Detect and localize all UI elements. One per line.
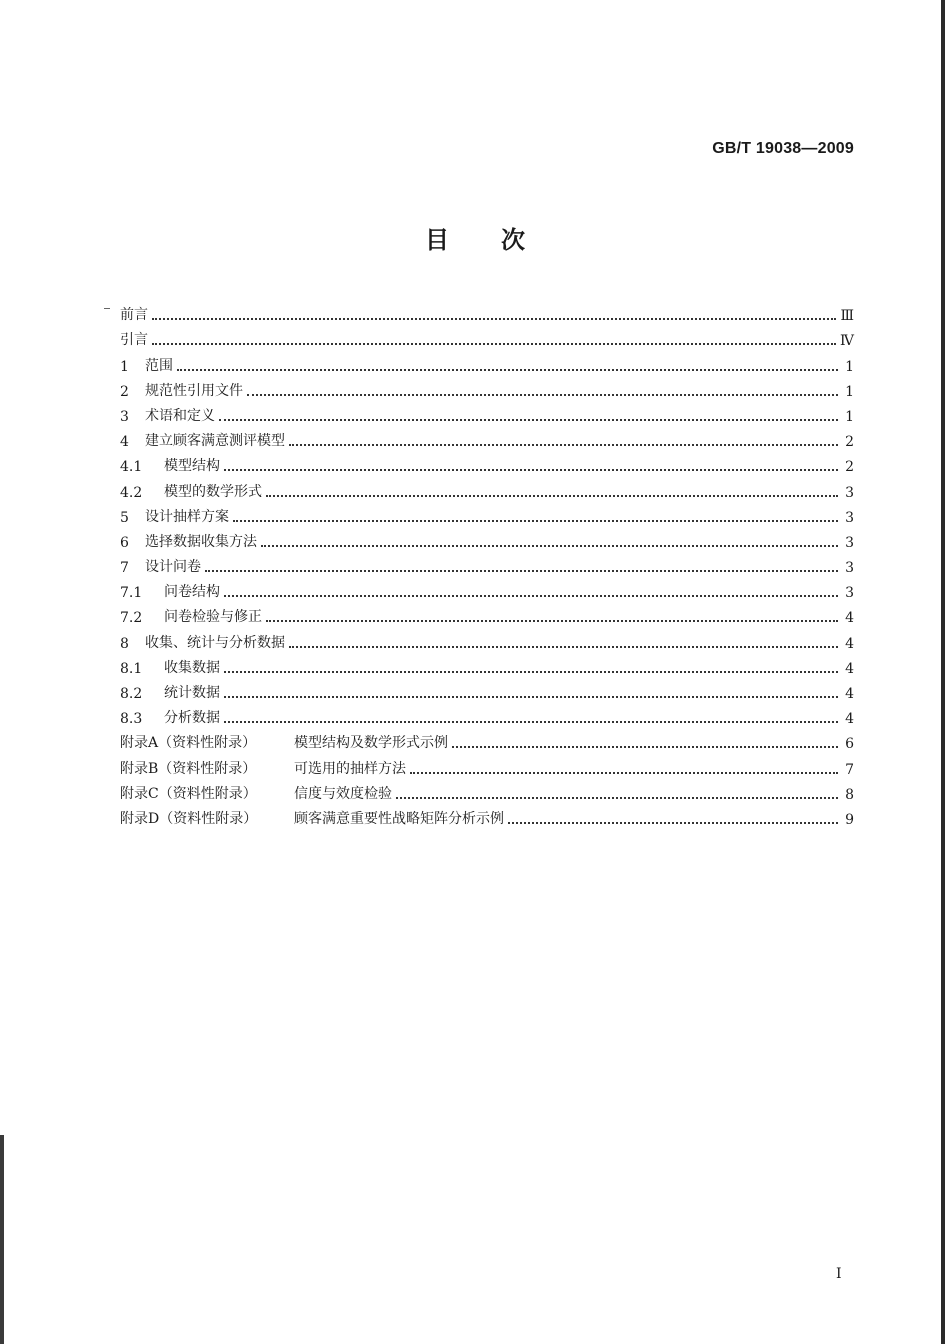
toc-entry-title: 统计数据 xyxy=(164,685,220,701)
toc-entry[interactable] xyxy=(120,576,854,601)
toc-entry-number: 4.2 xyxy=(120,484,143,501)
toc-entry-number: 3 xyxy=(120,408,129,425)
toc-leader-dots xyxy=(177,359,838,371)
toc-entry-page: 4 xyxy=(845,686,854,702)
title-char-2: 次 xyxy=(501,225,525,254)
toc-entry-title: 顾客满意重要性战略矩阵分析示例 xyxy=(294,810,504,827)
standard-number: GB/T 19038—2009 xyxy=(712,140,854,157)
toc-entry-page: 4 xyxy=(845,711,854,728)
toc-entry[interactable] xyxy=(120,349,854,374)
toc-entry-title: 问卷结构 xyxy=(164,584,220,601)
toc-leader-dots xyxy=(452,736,838,748)
toc-leader-dots xyxy=(289,636,838,648)
toc-entry-title: 范围 xyxy=(145,357,173,374)
page-title xyxy=(0,220,950,255)
toc-leader-dots xyxy=(152,333,836,345)
toc-leader-dots xyxy=(224,686,838,698)
toc-entry-number: 8 xyxy=(120,635,129,652)
toc-entry-number: 8.2 xyxy=(120,686,143,702)
scan-edge-left xyxy=(0,1135,4,1344)
toc-entry[interactable] xyxy=(120,652,854,677)
toc-entry-page: 4 xyxy=(845,610,854,627)
toc-entry-title: 收集、统计与分析数据 xyxy=(145,634,285,651)
scan-mark xyxy=(104,308,110,309)
toc-entry[interactable] xyxy=(120,626,854,651)
toc-entry[interactable] xyxy=(120,677,854,702)
toc-entry-page: Ⅲ xyxy=(840,308,854,325)
toc-entry-title: 分析数据 xyxy=(164,710,220,727)
toc-entry-number: 6 xyxy=(120,534,129,551)
toc-entry-title: 可选用的抽样方法 xyxy=(294,760,406,777)
toc-entry[interactable] xyxy=(120,526,854,551)
toc-entry-page: 3 xyxy=(845,560,854,577)
toc-entry-title: 建立顾客满意测评模型 xyxy=(145,433,285,450)
toc-entry-page: 3 xyxy=(845,509,854,526)
toc-leader-dots xyxy=(233,510,838,522)
toc-entry-number: 4.1 xyxy=(120,459,143,476)
toc-entry[interactable] xyxy=(120,752,854,777)
toc-leader-dots xyxy=(205,560,838,572)
toc-entry[interactable] xyxy=(120,601,854,626)
toc-leader-dots xyxy=(289,434,838,446)
toc-entry-number: 5 xyxy=(120,509,129,526)
toc-entry-title: 引言 xyxy=(120,332,148,349)
toc-entry-number: 8.3 xyxy=(120,711,143,728)
toc-entry-page: 6 xyxy=(845,736,854,753)
toc-entry[interactable] xyxy=(120,425,854,450)
toc-entry-number: 7 xyxy=(120,560,129,577)
toc-entry-page: 8 xyxy=(845,786,854,803)
toc-entry-number: 2 xyxy=(120,383,129,400)
table-of-contents xyxy=(120,299,854,828)
toc-entry-number: 附录A（资料性附录） xyxy=(120,735,257,752)
toc-entry-title: 规范性引用文件 xyxy=(145,382,243,399)
toc-entry-title: 设计抽样方案 xyxy=(145,508,229,525)
toc-entry-page: 2 xyxy=(845,459,854,476)
toc-entry[interactable] xyxy=(120,727,854,752)
toc-leader-dots xyxy=(224,661,838,673)
toc-entry-page: 3 xyxy=(845,585,854,602)
toc-entry[interactable] xyxy=(120,702,854,727)
toc-entry-page: 9 xyxy=(845,811,854,828)
toc-entry-number: 7.2 xyxy=(120,610,143,627)
scan-edge-right xyxy=(941,0,945,1344)
toc-entry-title: 术语和定义 xyxy=(145,407,215,424)
toc-entry-page: 1 xyxy=(845,408,854,425)
toc-entry-number: 附录B（资料性附录） xyxy=(120,760,257,777)
toc-leader-dots xyxy=(224,711,838,723)
toc-leader-dots xyxy=(224,585,838,597)
toc-entry-title: 前言 xyxy=(120,307,148,324)
toc-entry[interactable] xyxy=(120,324,854,349)
toc-entry-title: 问卷检验与修正 xyxy=(164,609,262,626)
toc-entry-page: 3 xyxy=(845,534,854,551)
toc-entry[interactable] xyxy=(120,450,854,475)
toc-entry-page: 1 xyxy=(845,383,854,400)
toc-leader-dots xyxy=(410,762,838,774)
toc-leader-dots xyxy=(247,384,838,396)
toc-entry[interactable] xyxy=(120,778,854,803)
toc-entry[interactable] xyxy=(120,299,854,324)
toc-entry-title: 模型的数学形式 xyxy=(164,483,262,500)
toc-entry-title: 设计问卷 xyxy=(145,559,201,576)
toc-entry-title: 模型结构 xyxy=(164,458,220,475)
toc-leader-dots xyxy=(261,535,838,547)
toc-leader-dots xyxy=(266,610,838,622)
toc-entry[interactable] xyxy=(120,803,854,828)
toc-entry[interactable] xyxy=(120,475,854,500)
toc-entry[interactable] xyxy=(120,551,854,576)
title-char-1: 目 xyxy=(425,225,449,254)
toc-leader-dots xyxy=(266,485,838,497)
toc-entry[interactable] xyxy=(120,400,854,425)
toc-entry-number: 附录C（资料性附录） xyxy=(120,785,257,802)
toc-entry-page: 7 xyxy=(845,761,854,778)
toc-entry-number: 4 xyxy=(120,434,129,451)
toc-entry-page: Ⅳ xyxy=(840,333,854,350)
toc-entry-title: 信度与效度检验 xyxy=(294,785,392,802)
page-number: I xyxy=(836,1266,842,1282)
toc-entry-page: 1 xyxy=(845,358,854,375)
toc-entry-number: 7.1 xyxy=(120,585,143,602)
toc-entry-title: 选择数据收集方法 xyxy=(145,533,257,550)
toc-entry-page: 4 xyxy=(845,660,854,677)
toc-leader-dots xyxy=(224,459,838,471)
toc-entry-title: 收集数据 xyxy=(164,659,220,676)
toc-entry-number: 8.1 xyxy=(120,660,143,677)
toc-leader-dots xyxy=(152,308,836,320)
toc-entry-number: 1 xyxy=(120,358,129,375)
toc-entry-page: 4 xyxy=(845,635,854,652)
toc-entry-page: 2 xyxy=(845,434,854,451)
toc-entry[interactable] xyxy=(120,375,854,400)
toc-entry-number: 附录D（资料性附录） xyxy=(120,810,258,827)
toc-entry-page: 3 xyxy=(845,484,854,501)
toc-leader-dots xyxy=(396,787,838,799)
toc-leader-dots xyxy=(508,812,838,824)
toc-leader-dots xyxy=(219,409,838,421)
toc-entry[interactable] xyxy=(120,501,854,526)
toc-entry-title: 模型结构及数学形式示例 xyxy=(294,735,448,752)
